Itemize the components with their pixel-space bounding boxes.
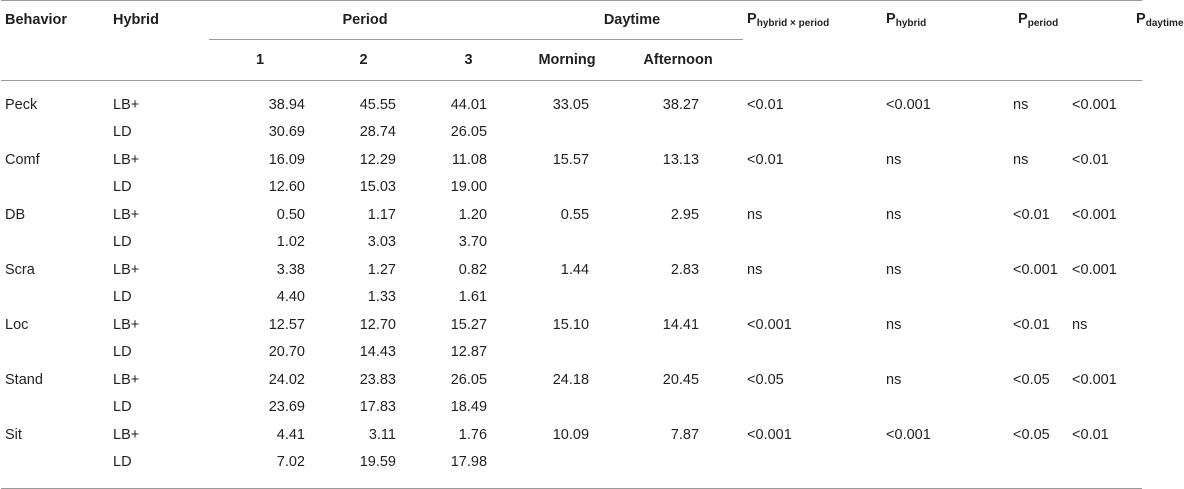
cell-p-period [982, 174, 1086, 202]
cell-p-period [982, 449, 1086, 477]
cell-p-period: <0.001 [1013, 261, 1058, 278]
cell-period-1: 1.02 [276, 234, 305, 251]
cell-p-hybrid: <0.001 [886, 96, 931, 113]
cell-period-1: 23.69 [268, 399, 305, 416]
table-body [1, 81, 1142, 489]
cell-p-hybrid: ns [886, 206, 902, 223]
cell-afternoon [613, 449, 743, 477]
cell-period-1: 0.50 [276, 206, 305, 223]
cell-hybrid: LD [113, 344, 132, 361]
header-daytime: Daytime [521, 1, 743, 40]
table-row [1, 311, 1142, 339]
cell-period-1: 24.02 [268, 371, 305, 388]
cell-p-hybrid-period [743, 394, 886, 422]
cell-morning [521, 394, 613, 422]
cell-period-3: 1.76 [458, 426, 488, 443]
cell-p-daytime: <0.001 [1072, 261, 1117, 278]
cell-hybrid: LB+ [113, 96, 140, 113]
cell-period-2: 23.83 [359, 371, 396, 388]
cell-period-3: 19.00 [450, 179, 488, 196]
cell-morning: 15.10 [552, 316, 590, 333]
header-period-2: 2 [359, 52, 368, 68]
cell-p-period: <0.01 [1013, 206, 1050, 223]
cell-morning: 0.55 [560, 206, 590, 223]
cell-behavior [1, 339, 113, 367]
header-morning: Morning [538, 52, 596, 68]
cell-period-1: 38.94 [268, 96, 305, 113]
table-row [1, 229, 1142, 257]
header-behavior: Behavior [5, 12, 68, 29]
cell-afternoon [613, 174, 743, 202]
header-period-1: 1 [255, 52, 265, 68]
cell-hybrid: LD [113, 124, 132, 141]
cell-period-2: 1.27 [367, 261, 396, 278]
cell-p-hybrid-period [743, 339, 886, 367]
cell-hybrid: LB+ [113, 261, 140, 278]
cell-afternoon: 2.83 [670, 261, 700, 278]
cell-period-3: 1.61 [458, 289, 488, 306]
header-p-hybrid: $P_{hybrid}$ [886, 11, 927, 30]
table-row [1, 91, 1142, 119]
data-table [1, 0, 1184, 489]
cell-period-1: 12.57 [268, 316, 305, 333]
cell-p-hybrid [886, 174, 982, 202]
header-afternoon: Afternoon [643, 52, 713, 68]
cell-afternoon: 2.95 [670, 206, 700, 223]
cell-p-hybrid-period [743, 449, 886, 477]
cell-hybrid: LB+ [113, 426, 140, 443]
cell-period-3: 17.98 [450, 454, 488, 471]
cell-hybrid: LD [113, 454, 132, 471]
cell-afternoon: 20.45 [662, 371, 700, 388]
cell-p-daytime [1072, 449, 1128, 477]
cell-period-2: 3.11 [368, 426, 396, 443]
cell-p-daytime: <0.001 [1072, 206, 1117, 223]
cell-behavior [1, 229, 113, 257]
cell-period-1: 20.70 [268, 344, 305, 361]
cell-behavior: Stand [5, 371, 43, 388]
cell-period-3: 15.27 [450, 316, 488, 333]
cell-period-3: 18.49 [450, 399, 488, 416]
cell-afternoon [613, 339, 743, 367]
cell-afternoon [613, 119, 743, 147]
cell-p-period [982, 284, 1086, 312]
cell-period-1: 12.60 [268, 179, 305, 196]
cell-p-daytime [1072, 119, 1128, 147]
cell-period-3: 12.87 [450, 344, 488, 361]
cell-afternoon: 38.27 [662, 96, 700, 113]
cell-p-daytime: <0.001 [1072, 96, 1117, 113]
cell-p-daytime: ns [1072, 316, 1088, 333]
cell-period-2: 17.83 [359, 399, 396, 416]
cell-p-daytime [1072, 284, 1128, 312]
cell-hybrid: LB+ [113, 316, 140, 333]
table-row [1, 339, 1142, 367]
cell-behavior [1, 394, 113, 422]
cell-p-hybrid-period: <0.001 [747, 316, 792, 333]
cell-period-2: 28.74 [359, 124, 396, 141]
cell-afternoon [613, 394, 743, 422]
cell-p-hybrid [886, 339, 982, 367]
cell-p-hybrid-period [743, 284, 886, 312]
cell-period-3: 1.20 [458, 206, 488, 223]
cell-behavior: Sit [5, 426, 22, 443]
cell-hybrid: LB+ [113, 371, 140, 388]
cell-hybrid: LD [113, 399, 132, 416]
table-row [1, 174, 1142, 202]
cell-afternoon [613, 229, 743, 257]
cell-behavior [1, 174, 113, 202]
cell-morning [521, 339, 613, 367]
cell-p-hybrid-period: <0.01 [747, 96, 784, 113]
cell-p-hybrid: ns [886, 261, 902, 278]
table-row [1, 256, 1142, 284]
table-row [1, 201, 1142, 229]
cell-hybrid: LD [113, 289, 132, 306]
table-row [1, 366, 1142, 394]
header-p-period: $P_{period}$ [1018, 11, 1059, 30]
cell-p-period: <0.01 [1013, 316, 1050, 333]
header-hybrid: Hybrid [113, 12, 159, 29]
cell-behavior: Scra [5, 261, 35, 278]
cell-p-hybrid-period: <0.001 [747, 426, 792, 443]
cell-behavior: Loc [5, 316, 29, 333]
cell-period-2: 19.59 [359, 454, 396, 471]
cell-p-hybrid: ns [886, 151, 902, 168]
cell-p-period: ns [1013, 151, 1029, 168]
cell-p-period [982, 394, 1086, 422]
cell-p-daytime: <0.01 [1072, 151, 1109, 168]
cell-p-period: ns [1013, 96, 1029, 113]
table-row [1, 394, 1142, 422]
cell-period-2: 14.43 [359, 344, 396, 361]
cell-morning [521, 174, 613, 202]
cell-period-3: 3.70 [458, 234, 488, 251]
cell-period-2: 1.33 [367, 289, 396, 306]
cell-morning [521, 229, 613, 257]
header-period-3: 3 [464, 52, 473, 68]
cell-morning: 15.57 [552, 151, 590, 168]
table-row [1, 284, 1142, 312]
cell-p-daytime [1072, 174, 1128, 202]
cell-morning [521, 284, 613, 312]
cell-p-period [982, 119, 1086, 147]
cell-p-daytime: <0.01 [1072, 426, 1109, 443]
table-row [1, 146, 1142, 174]
table-row [1, 421, 1142, 449]
cell-p-daytime [1072, 339, 1128, 367]
cell-period-1: 3.38 [276, 261, 305, 278]
cell-p-hybrid [886, 394, 982, 422]
table-row [1, 449, 1142, 477]
cell-period-1: 30.69 [268, 124, 305, 141]
cell-period-2: 1.17 [367, 206, 396, 223]
header-p-daytime: $P_{daytime}$ [1136, 11, 1184, 30]
table-row [1, 119, 1142, 147]
cell-p-hybrid [886, 229, 982, 257]
cell-hybrid: LD [113, 179, 132, 196]
cell-hybrid: LB+ [113, 206, 140, 223]
cell-afternoon: 13.13 [662, 151, 700, 168]
cell-behavior: Comf [5, 151, 40, 168]
cell-behavior [1, 449, 113, 477]
header-p-hybrid-period: $P_{hybrid \times period}$ [747, 11, 830, 30]
cell-p-hybrid [886, 449, 982, 477]
cell-afternoon [613, 284, 743, 312]
cell-period-2: 12.70 [359, 316, 396, 333]
cell-period-3: 44.01 [450, 96, 488, 113]
cell-p-hybrid: <0.001 [886, 426, 931, 443]
cell-period-3: 26.05 [450, 371, 488, 388]
cell-p-period: <0.05 [1013, 426, 1050, 443]
cell-hybrid: LD [113, 234, 132, 251]
cell-period-2: 3.03 [367, 234, 396, 251]
cell-p-period: <0.05 [1013, 371, 1050, 388]
cell-p-hybrid-period: <0.05 [747, 371, 784, 388]
cell-morning [521, 449, 613, 477]
cell-period-2: 12.29 [359, 151, 396, 168]
cell-morning: 33.05 [552, 96, 590, 113]
header-period: Period [209, 1, 521, 40]
cell-morning: 10.09 [552, 426, 590, 443]
cell-p-hybrid-period: ns [747, 261, 763, 278]
cell-p-hybrid-period: <0.01 [747, 151, 784, 168]
cell-p-period [982, 229, 1086, 257]
cell-morning: 24.18 [552, 371, 590, 388]
cell-period-2: 45.55 [359, 96, 396, 113]
cell-period-1: 16.09 [268, 151, 305, 168]
cell-period-3: 26.05 [450, 124, 488, 141]
cell-afternoon: 14.41 [662, 316, 700, 333]
cell-morning: 1.44 [560, 261, 590, 278]
cell-period-1: 4.40 [276, 289, 305, 306]
cell-p-hybrid-period [743, 119, 886, 147]
cell-morning [521, 119, 613, 147]
cell-p-daytime: <0.001 [1072, 371, 1117, 388]
cell-p-period [982, 339, 1086, 367]
cell-p-hybrid [886, 119, 982, 147]
cell-p-hybrid-period [743, 174, 886, 202]
cell-behavior [1, 119, 113, 147]
cell-period-1: 4.41 [276, 426, 305, 443]
cell-behavior [1, 284, 113, 312]
cell-p-hybrid: ns [886, 316, 902, 333]
cell-period-3: 0.82 [458, 261, 488, 278]
cell-p-daytime [1072, 394, 1128, 422]
cell-period-1: 7.02 [276, 454, 305, 471]
cell-p-daytime [1072, 229, 1128, 257]
cell-hybrid: LB+ [113, 151, 140, 168]
cell-period-3: 11.08 [451, 151, 488, 168]
cell-behavior: DB [5, 206, 26, 223]
cell-p-hybrid [886, 284, 982, 312]
cell-period-2: 15.03 [359, 179, 396, 196]
cell-p-hybrid: ns [886, 371, 902, 388]
cell-p-hybrid-period [743, 229, 886, 257]
cell-afternoon: 7.87 [670, 426, 700, 443]
cell-behavior: Peck [5, 96, 38, 113]
cell-p-hybrid-period: ns [747, 206, 763, 223]
